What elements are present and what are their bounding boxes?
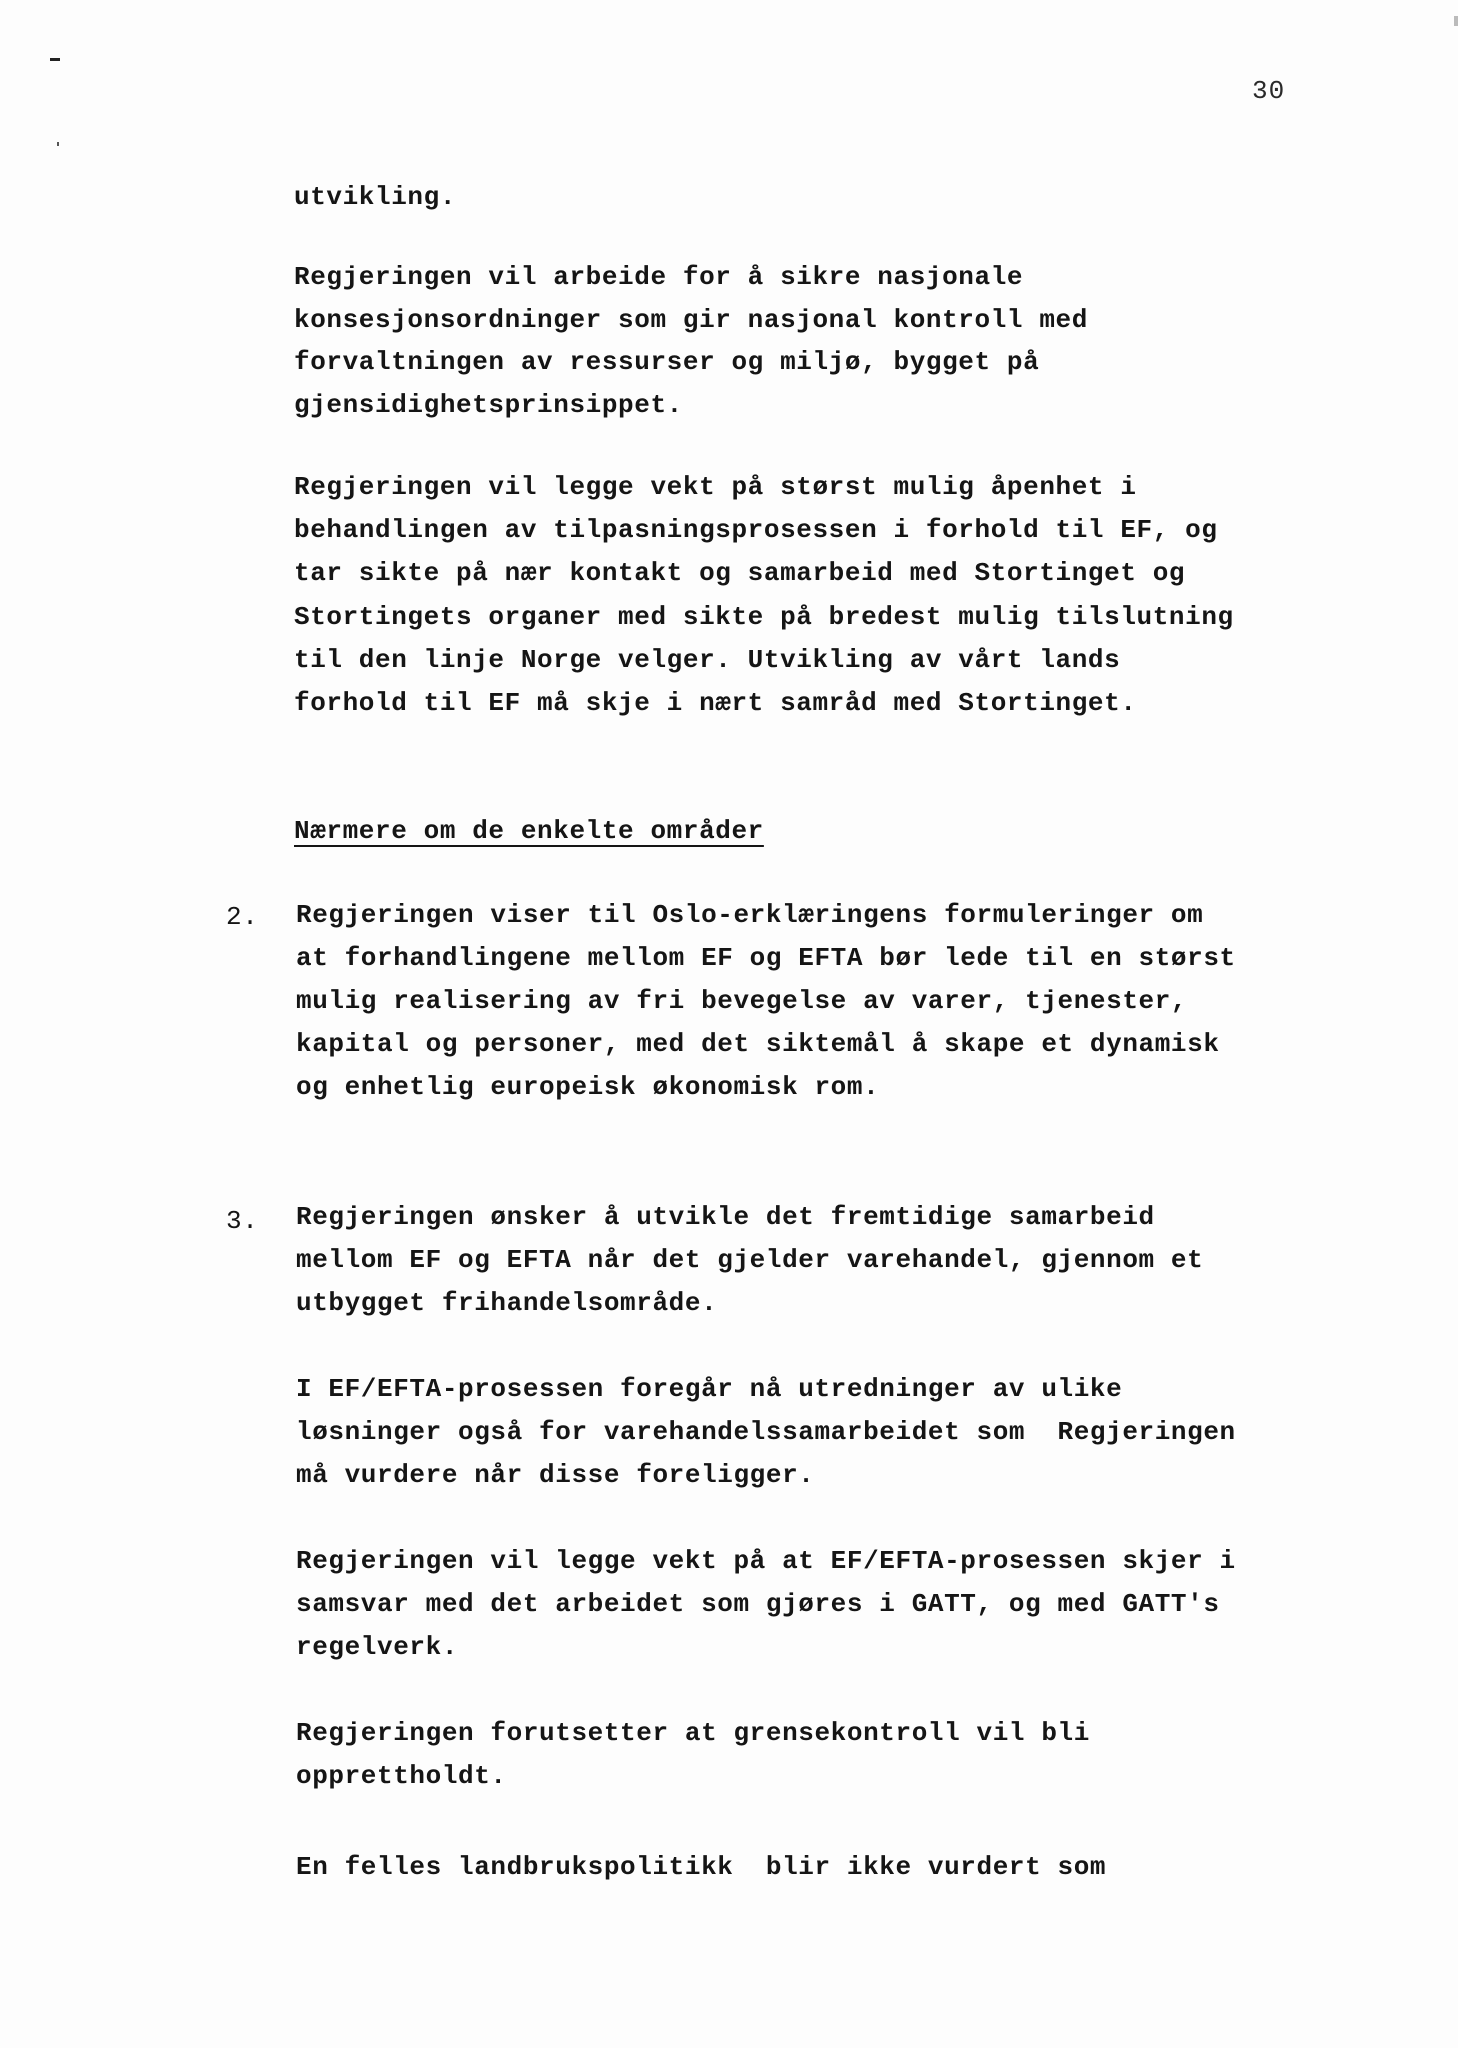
item-paragraph: Regjeringen viser til Oslo-erklæringens formuleringer om at forhandlingene mellom EF og EFTA bør lede til en størst mulig realisering av fri bevegelse av varer, tjenester, kapital og personer, med det siktemål å skape et dynamisk og enhetlig europeisk økonomisk rom. (296, 900, 1236, 1102)
section-heading: Nærmere om de enkelte områder (294, 816, 764, 846)
item-paragraph: En felles landbrukspolitikk blir ikke vurdert som (296, 1852, 1107, 1882)
paragraph-openness: Regjeringen vil legge vekt på størst mulig åpenhet i behandlingen av tilpasningsprosessen i forhold til EF, og tar sikte på nær kontakt og samarbeid med Stortinget og Stortingets organer med sikte på bredest mulig tilslutning til den linje Norge velger. Utvikling av vårt lands forhold til EF må skje i nært samråd med Stortinget. (294, 472, 1234, 719)
scan-mark (57, 142, 59, 146)
item-paragraph: Regjeringen forutsetter at grensekontroll vil bli opprettholdt. (296, 1718, 1090, 1791)
page-number: 30 (1252, 76, 1286, 106)
item-number: 3. (226, 1206, 259, 1236)
scan-mark (50, 58, 60, 61)
item-paragraph: Regjeringen ønsker å utvikle det fremtidige samarbeid mellom EF og EFTA når det gjelder varehandel, gjennom et utbygget frihandelsområde. (296, 1202, 1204, 1318)
item-number: 2. (226, 902, 259, 932)
paragraph-concessions: Regjeringen vil arbeide for å sikre nasjonale konsesjonsordninger som gir nasjonal kontroll med forvaltningen av ressurser og miljø, bygget på gjensidighetsprinsippet. (294, 262, 1088, 420)
scan-mark (1454, 16, 1458, 26)
paragraph-continuation: utvikling. (294, 182, 457, 212)
item-paragraph: Regjeringen vil legge vekt på at EF/EFTA-prosessen skjer i samsvar med det arbeidet som gjøres i GATT, og med GATT's regelverk. (296, 1546, 1236, 1662)
item-paragraph: I EF/EFTA-prosessen foregår nå utredninger av ulike løsninger også for varehandelssamarbeidet som Regjeringen må vurdere når disse foreligger. (296, 1374, 1236, 1490)
